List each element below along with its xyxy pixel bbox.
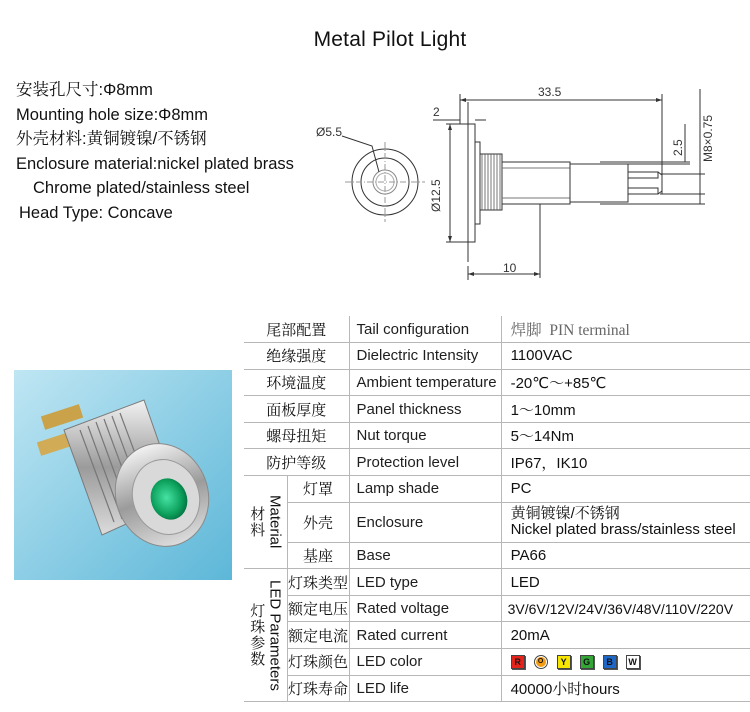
dim-thread-size: M8×0.75: [701, 114, 715, 162]
led-color-chip: [626, 655, 640, 669]
material-group-label: [244, 476, 287, 569]
table-row: [244, 476, 750, 503]
row-value: LED: [501, 569, 750, 596]
row-value: 3V/6V/12V/24V/36V/48V/110V/220V: [501, 595, 750, 622]
row-value: -20℃～+85℃: [501, 369, 750, 396]
row-label-cn: 灯珠颜色: [287, 649, 349, 676]
row-label-en: Base: [349, 542, 501, 569]
row-label-en: Rated voltage: [349, 595, 501, 622]
row-label-cn: 外壳: [287, 502, 349, 542]
row-value: [501, 649, 750, 676]
row-value-cn: 焊脚: [510, 322, 542, 340]
spec-summary: [16, 78, 294, 225]
led-color-chip: [603, 655, 617, 669]
led-color-chip: [534, 655, 548, 669]
row-label-cn: 防护等级: [244, 449, 349, 476]
table-row: [244, 449, 750, 476]
spec-table: [244, 316, 750, 702]
row-value: IP67，IK10: [501, 449, 750, 476]
spec-line-enclosure: Enclosure material:nickel plated brass: [16, 154, 294, 173]
table-row: [244, 343, 750, 370]
led-color-letter: O: [536, 657, 546, 667]
row-value: 40000小时hours: [501, 675, 750, 702]
row-value: [501, 502, 750, 542]
spec-line-head-type: Head Type: Concave: [19, 203, 173, 222]
row-label-cn: 环境温度: [244, 369, 349, 396]
led-group-en: LED Parameters: [266, 579, 284, 691]
row-label-en: Lamp shade: [349, 476, 501, 503]
led-group-label: [244, 569, 287, 702]
row-label-cn: 尾部配置: [244, 316, 349, 343]
row-label-cn: 绝缘强度: [244, 343, 349, 370]
led-color-letter: G: [583, 656, 591, 667]
table-row: [244, 422, 750, 449]
spec-line-enclosure-cn: 外壳材料:黄铜镀镍/不锈钢: [16, 130, 207, 148]
material-group-cn: 材料: [248, 506, 266, 539]
spec-line-chrome: Chrome plated/stainless steel: [33, 179, 250, 197]
dim-lens-diameter: Ø5.5: [316, 125, 343, 139]
dim-total-length: 33.5: [538, 85, 562, 99]
led-color-letter: W: [628, 656, 637, 667]
led-group-cn: 灯珠参数: [248, 603, 266, 668]
led-color-letter: R: [514, 656, 521, 667]
table-row: [244, 595, 750, 622]
row-value-en: Nickel plated brass/stainless steel: [510, 521, 736, 539]
led-color-chip: [557, 655, 571, 669]
page-title: Metal Pilot Light: [313, 28, 467, 51]
row-label-en: Tail configuration: [349, 316, 501, 343]
row-value-en: PIN terminal: [549, 322, 630, 340]
row-value: PA66: [501, 542, 750, 569]
row-label-cn: 面板厚度: [244, 396, 349, 423]
table-row: [244, 396, 750, 423]
row-value: [501, 316, 750, 343]
dim-head-thickness: 2: [433, 105, 440, 119]
table-row: [244, 369, 750, 396]
row-label-en: Panel thickness: [349, 396, 501, 423]
row-label-cn: 灯珠寿命: [287, 675, 349, 702]
row-value: 5～14Nm: [501, 422, 750, 449]
led-color-chip: [511, 655, 525, 669]
table-row: [244, 649, 750, 676]
table-row: [244, 542, 750, 569]
spec-line-mount-hole-cn: 安装孔尺寸:Φ8mm: [16, 81, 153, 99]
row-value: PC: [501, 476, 750, 503]
led-color-letter: Y: [560, 656, 567, 667]
technical-drawing: [300, 84, 750, 294]
row-label-en: Enclosure: [349, 502, 501, 542]
row-label-en: Protection level: [349, 449, 501, 476]
row-label-en: LED color: [349, 649, 501, 676]
row-label-en: Dielectric Intensity: [349, 343, 501, 370]
dim-head-diameter: Ø12.5: [429, 179, 443, 212]
table-row: [244, 622, 750, 649]
dim-nut-length: 10: [503, 261, 517, 275]
table-row: [244, 569, 750, 596]
table-row: [244, 675, 750, 702]
row-label-cn: 额定电压: [287, 595, 349, 622]
row-label-cn: 额定电流: [287, 622, 349, 649]
row-label-cn: 灯罩: [287, 476, 349, 503]
row-value: 20mA: [501, 622, 750, 649]
row-label-en: Rated current: [349, 622, 501, 649]
row-label-en: Nut torque: [349, 422, 501, 449]
row-value: 1～10mm: [501, 396, 750, 423]
row-value: 1100VAC: [501, 343, 750, 370]
material-group-en: Material: [266, 495, 284, 549]
product-photo: [14, 370, 232, 580]
dim-thread-gap: 2.5: [671, 139, 685, 156]
led-color-letter: B: [606, 656, 613, 667]
row-label-cn: 基座: [287, 542, 349, 569]
spec-line-mount-hole: Mounting hole size:Φ8mm: [16, 105, 208, 124]
row-label-en: LED life: [349, 675, 501, 702]
table-row: [244, 502, 750, 542]
row-label-cn: 螺母扭矩: [244, 422, 349, 449]
led-color-chips: [511, 655, 746, 669]
row-label-cn: 灯珠类型: [287, 569, 349, 596]
row-label-en: LED type: [349, 569, 501, 596]
row-label-en: Ambient temperature: [349, 369, 501, 396]
led-color-chip: [580, 655, 594, 669]
table-row: [244, 316, 750, 343]
row-value-cn: 黄铜镀镍/不锈钢: [510, 505, 620, 523]
